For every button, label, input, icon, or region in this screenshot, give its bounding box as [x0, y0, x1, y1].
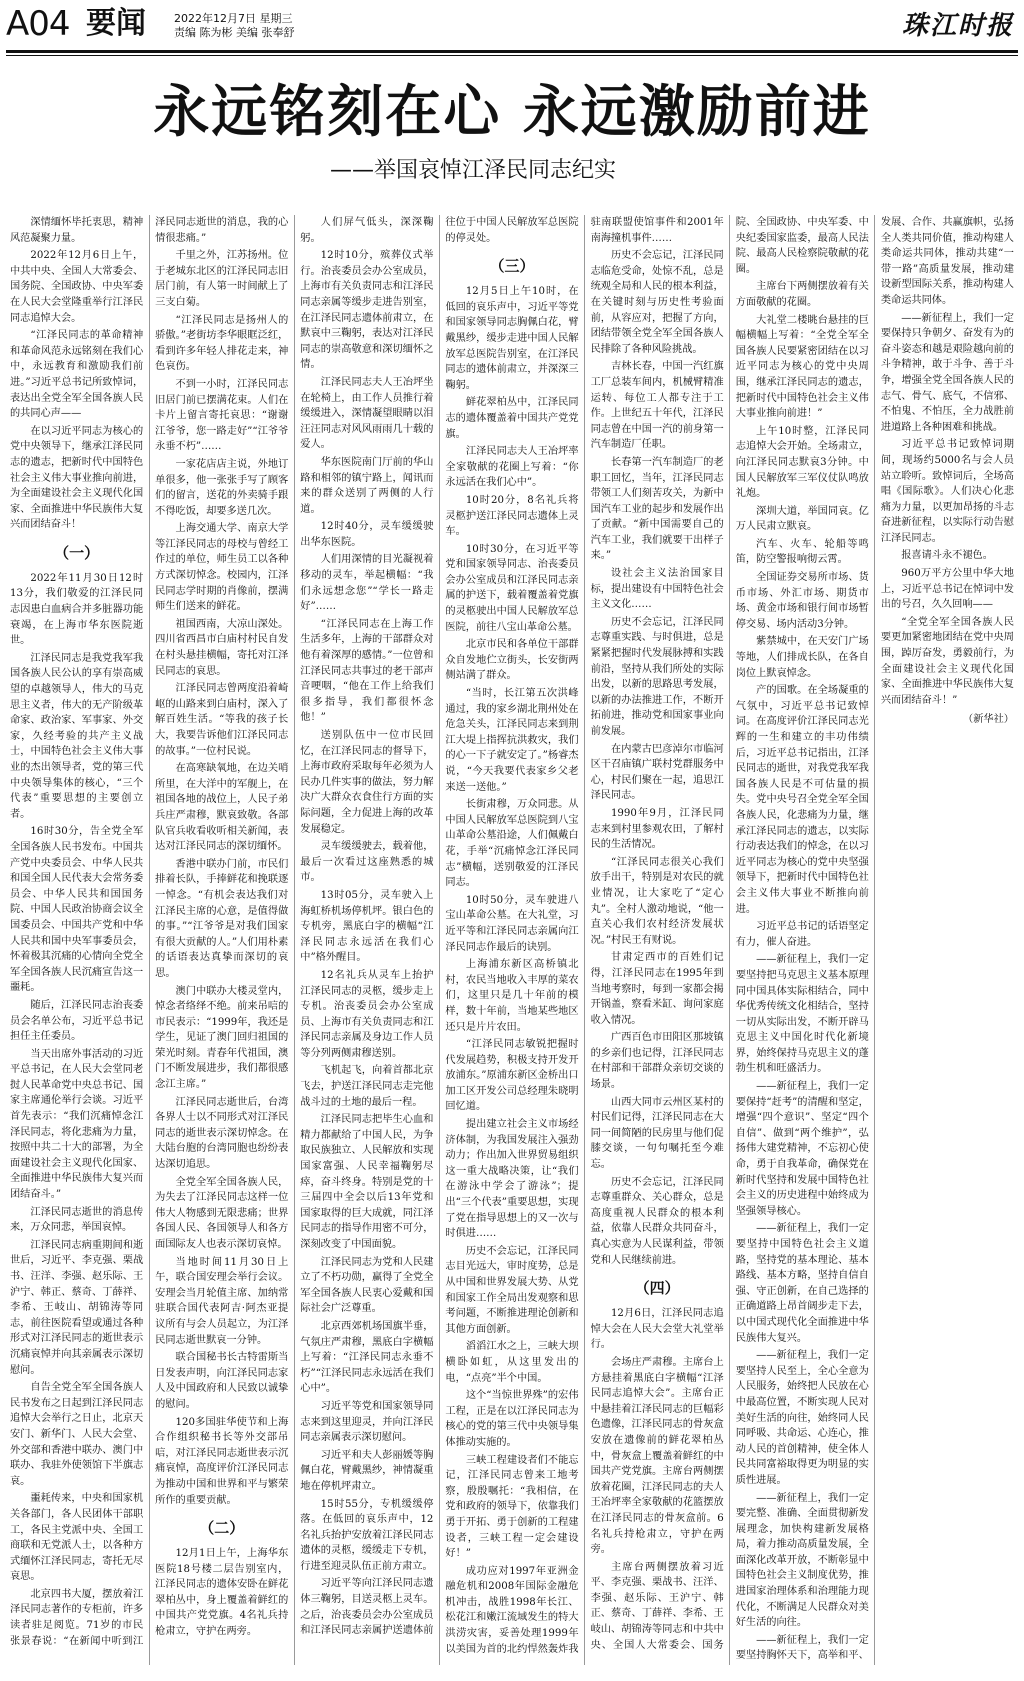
- article-paragraph: “江泽民同志很关心我们放手出干，特别是对农民的就业情况，让大家吃了“定心丸”。全村人激动地说，“他一直关心我们农村经济发展状况。”村民王有财说。: [590, 856, 724, 946]
- article-paragraph: 120多国驻华使节和上海合作组织秘书长等外交部吊唁，对江泽民同志逝世表示沉痛哀悼，高度评价江泽民同志为推动中国和世界和平与繁荣所作的重要贡献。: [155, 1416, 289, 1506]
- section-heading: （四）: [634, 1279, 680, 1298]
- article-paragraph: 当地时间11月30日上午，联合国安理会举行会议。安理会当月轮值主席、加纳常驻联合国代表阿吉·阿杰亚提议所有与会人员起立，为江泽民同志逝世默哀一分钟。: [155, 1256, 289, 1346]
- article-paragraph: 产的国歌。在全场凝重的气氛中，习近平总书记致悼词。在高度评价江泽民同志光辉的一生和建立的丰功伟绩后，习近平总书记指出，江泽民同志的逝世，对我党我军我国各族人民是不可估量的损失。党中央号召全党全军全国各族人民，化悲痛为力量，继承江泽民同志的遗志，以实际行动表达我们的悼念，在以习近平同志为核心的党中央坚强领导下，把新时代中国特色社会主义伟大事业不断推向前进。: [735, 685, 869, 915]
- masthead-rule-thin: [6, 55, 1018, 56]
- article-paragraph: 主席台下两侧摆放着有关方面敬献的花圈。: [735, 281, 869, 308]
- article-paragraph: 三峡工程建设者们不能忘记，江泽民同志曾来工地考察，殷殷嘱托：“我相信，在党和政府的领导下，依靠我们勇于开拓、勇于创新的工程建设者，三峡工程一定会建设好！”: [445, 1454, 579, 1560]
- article-paragraph: 江泽民同志病重期间和逝世后，习近平、李克强、栗战书、汪洋、李强、赵乐际、王沪宁、韩正、蔡奇、丁薛祥、李希、王岐山、胡锦涛等同志，前往医院看望或通过各种形式对江泽民同志的逝世表示沉痛哀悼并向其亲属表示深切慰问。: [10, 1239, 144, 1376]
- article-paragraph: 香港中联办门前，市民们排着长队，手捧鲜花和挽联逐一悼念。“有机会表达我们对江泽民主席的心意，是值得做的事。”“江爷爷是对我们国家有很大贡献的人。”人们用朴素的话语表达真挚而深切的哀思。: [155, 858, 289, 979]
- article-paragraph: 12名礼兵从灵车上抬护江泽民同志的灵柩，缓步走上专机。治丧委员会办公室成员、上海市有关负责同志和江泽民同志亲属及身边工作人员等分列两侧肃穆送别。: [300, 969, 434, 1059]
- dateline: [174, 12, 295, 40]
- article-paragraph: 10时30分，在习近平等党和国家领导同志、治丧委员会办公室成员和江泽民同志亲属的护送下，载着覆盖着党旗的灵柩驶出中国人民解放军总医院，前往八宝山革命公墓。: [445, 543, 579, 633]
- article-paragraph: 不到一小时，江泽民同志旧居门前已摆满花束。人们在卡片上留言寄托哀思：“谢谢江爷爷，您一路走好”“江爷爷永垂不朽”……: [155, 378, 289, 453]
- article-paragraph: 习近平和夫人彭丽媛等胸佩白花，臂戴黑纱，神情凝重地在停机坪肃立。: [300, 1449, 434, 1492]
- article-paragraph: 全国证券交易所市场、货币市场、外汇市场、期货市场、黄金市场和银行间市场暂停交易、场内活动3分钟。: [735, 572, 869, 630]
- subheadline: ——举国哀悼江泽民同志纪实: [330, 158, 617, 183]
- article-paragraph: 习近平总书记致悼词期间，现场约5000名与会人员站立聆听。致悼词后，全场高唱《国际歌》。人们决心化悲痛为力量，以更加昂扬的斗志奋进新征程，以实际行动告慰江泽民同志。: [880, 439, 1014, 544]
- article-paragraph: “江泽民同志的革命精神和革命风范永远铭刻在我们心中，永远教育和激励我们前进。”习近平总书记所致悼词，表达出全党全军全国各族人民的共同心声——: [10, 330, 144, 420]
- article-paragraph: 大礼堂二楼眺台悬挂的巨幅横幅上写着：“全党全军全国各族人民要紧密团结在以习近平同志为核心的党中央周围，继承江泽民同志的遗志，把新时代中国特色社会主义伟大事业推向前进！”: [735, 314, 869, 420]
- article-paragraph: 10时20分，8名礼兵将灵柩护送江泽民同志遗体上灵车。: [445, 494, 579, 538]
- article-paragraph: 滔滔江水之上，三峡大坝横卧如虹，从这里发出的电，“点亮”半个中国。: [445, 1341, 579, 1384]
- article-paragraph: 千里之外，江苏扬州。位于老城东北区的江泽民同志旧居门前，有人第一时间献上了三支白菊。: [155, 250, 289, 308]
- article-paragraph: 上海浦东新区高桥镇北村，农民当地收入丰厚的菜农们，这里只是几十年前的模样，数十年前，当地某些地区还只是片片农田。: [445, 959, 579, 1033]
- article-paragraph: 江泽民同志是我党我军我国各族人民公认的享有崇高威望的卓越领导人，伟大的马克思主义者，伟大的无产阶级革命家、政治家、军事家、外交家，久经考验的共产主义战士，中国特色社会主义伟大事业的杰出领导者，党的第三代中央领导集体的核心，“三个代表”重要思想的主要创立者。: [10, 652, 144, 820]
- article-paragraph: 12月6日，江泽民同志追悼大会在人民大会堂大礼堂举行。: [590, 1308, 724, 1351]
- article-paragraph: 广西百色市田阳区那坡镇的乡亲们也记得，江泽民同志在村部和干部群众亲切交谈的场景。: [590, 1032, 724, 1091]
- article-paragraph: 上午10时整，江泽民同志追悼大会开始。全场肃立，向江泽民同志默哀3分钟。中国人民解放军三军仪仗队鸣放礼炮。: [735, 425, 869, 500]
- article-paragraph: 提出建立社会主义市场经济体制，为我国发展注入强劲动力；作出加入世界贸易组织这一重大战略决策，让“我们在游泳中学会了游泳”；提出“三个代表”重要思想，实现了党在指导思想上的又一次与时俱进……: [445, 1119, 579, 1240]
- newspaper-logo: 珠江时报: [901, 11, 1014, 41]
- article-paragraph: 报喜请斗永不褪色。: [901, 550, 993, 562]
- section-heading: （二）: [199, 1519, 245, 1538]
- article-paragraph: ——新征程上，我们一定要保持“赶考”的清醒和坚定，增强“四个意识”、坚定“四个自信”、做到“两个维护”，弘扬伟大建党精神，不忘初心使命，勇于自我革命，确保党在新时代坚持和发展中国特色社会主义的历史进程中始终成为坚强领导核心。: [735, 1081, 869, 1217]
- section-heading: （三）: [489, 257, 535, 276]
- article-paragraph: 成功应对1997年亚洲金融危机和2008年国际金融危机冲击，战胜1998年长江、松花江和嫩江流域发生的特大洪涝灾害，妥善处理1999年以美国为首的北约悍然轰炸我驻南联盟使馆事件和2001年南海撞机事件……: [445, 217, 724, 1655]
- article-paragraph: 历史不会忘记，江泽民同志目光远大，审时度势，总是从中国和世界发展大势、从党和国家工作全局出发观察和思考问题，不断推进理论创新和其他方面创新。: [445, 1245, 579, 1335]
- article-paragraph: 江泽民同志为党和人民建立了不朽功勋，赢得了全党全军全国各族人民衷心爱戴和国际社会广泛尊重。: [300, 1256, 434, 1315]
- masthead-rule: [6, 50, 1018, 53]
- article-paragraph: 北京四书大厦，摆放着江泽民同志著作的专柜前，许多读者驻足阅览。71岁的市民张景春说：“在新闻中听到江泽民同志逝世的消息，我的心情很悲痛。”: [10, 217, 289, 1647]
- article-paragraph: 随后，江泽民同志治丧委员会名单公布，习近平总书记担任主任委员。: [10, 999, 144, 1043]
- article-paragraph: 噩耗传来，中央和国家机关各部门，各人民团体干部职工，各民主党派中央、全国工商联和无党派人士，以各种方式缅怀江泽民同志，寄托无尽哀思。: [10, 1493, 144, 1583]
- article-paragraph: 江泽民同志夫人王冶坪率全家敬献的花圈上写着：“你永远活在我们心中”。: [445, 446, 579, 489]
- article-paragraph: 12时40分，灵车缓缓驶出华东医院。: [300, 521, 434, 548]
- article-paragraph: “江泽民同志在上海工作生活多年，上海的干部群众对他有着深厚的感情。”一位曾和江泽民同志共事过的老干部声音哽咽，“他在工作上给我们很多指导，我们都很怀念他！”: [300, 618, 434, 724]
- article-paragraph: 祖国西南，大凉山深处。四川省西昌市白庙村村民自发在村头悬挂横幅，寄托对江泽民同志的哀思。: [155, 618, 289, 677]
- article-paragraph: “江泽民同志是扬州人的骄傲。”老街坊李华眼眶泛红，看到许多年轻人排花走来，神色哀伤。: [155, 314, 289, 373]
- article-paragraph: “江泽民同志敏锐把握时代发展趋势，积极支持开发开放浦东。”原浦东新区金桥出口加工区开发公司总经理朱晓明回忆道。: [445, 1039, 579, 1113]
- article-paragraph: 深情缅怀毕托衷思，精神风范凝聚力量。: [10, 217, 144, 244]
- article-paragraph: 设社会主义法治国家目标，提出建设有中国特色社会主义文化……: [590, 568, 724, 611]
- article-paragraph: 当天出席外事活动的习近平总书记，在人民大会堂同老挝人民革命党中央总书记、国家主席通伦举行会谈。习近平首先表示：“我们沉痛悼念江泽民同志，将化悲痛为力量，按照中共二十大的部署，为全面建设社会主义现代化国家、全面推进中华民族伟大复兴而团结奋斗。”: [10, 1048, 144, 1201]
- article-paragraph: 江泽民同志曾两度沿着崎岖的山路来到白庙村，深入了解百姓生活。“等我的孩子长大，我要告诉他们江泽民同志的故事。”一位村民说。: [155, 683, 289, 757]
- article-paragraph: 长街肃穆，万众同悲。从中国人民解放军总医院到八宝山革命公墓沿途，人们佩戴白花，手举“沉痛悼念江泽民同志”横幅，送别敬爱的江泽民同志。: [445, 799, 579, 889]
- article-paragraph: 山西大同市云州区某村的村民们记得，江泽民同志在大同一间简陋的民房里与他们促膝交谈，一句句嘱托至今难忘。: [590, 1096, 724, 1171]
- article-paragraph: 长春第一汽车制造厂的老职工回忆，当年，江泽民同志带领工人们刻苦攻关，为新中国汽车工业的起步和发展作出了贡献。“新中国需要自己的汽车工业，我们就要干出样子来。”: [590, 456, 724, 562]
- article-paragraph: 在内蒙古巴彦淖尔市临河区干召庙镇广联村党群服务中心，村民们聚在一起，追思江泽民同志。: [590, 743, 724, 802]
- article-paragraph: 13时05分，灵车驶入上海虹桥机场停机坪。银白色的专机旁，黑底白字的横幅“江泽民同志永远活在我们心中”格外醒目。: [300, 889, 434, 964]
- article-paragraph: 吉林长春，中国一汽红旗工厂总装车间内，机械臂精准运转、每位工人都专注于工作。上世纪五十年代，江泽民同志曾在中国一汽的前身第一汽车制造厂任职。: [590, 361, 724, 451]
- article-paragraph: 北京西郊机场国旗半垂，气氛庄严肃穆，黑底白字横幅上写着：“江泽民同志永垂不朽”“江泽民同志永远活在我们心中”。: [300, 1320, 434, 1395]
- byline-credit: （新华社）: [963, 714, 1014, 726]
- masthead: [6, 4, 1018, 48]
- article-paragraph: 12月1日上午，上海华东医院18号楼二层告别室内，江泽民同志的遗体安卧在鲜花翠柏丛中，身上覆盖着鲜红的中国共产党党旗。4名礼兵持枪肃立，守护在两旁。: [155, 1548, 289, 1638]
- article-paragraph: 紫禁城中，在天安门广场等地，人们排成长队，在各自岗位上默哀悼念。: [735, 636, 869, 679]
- article-paragraph: 习近平等向江泽民同志遗体三鞠躬，目送灵柩上灵车。之后，治丧委员会办公室成员和江泽民同志亲属护送遗体前往位于中国人民解放军总医院的停灵处。: [300, 217, 579, 1637]
- article-paragraph: 江泽民同志夫人王冶坪坐在轮椅上，由工作人员推行着缓缓进入，深情凝望眼睛以泪汪汪同志对风风雨雨几十载的爱人。: [300, 376, 434, 451]
- editor-credits: 责编 陈为彬 美编 张奉舒: [174, 26, 295, 39]
- article-paragraph: 960万平方公里中华大地上，习近平总书记在悼词中发出的号召，久久回响——: [880, 568, 1014, 611]
- article-paragraph: 15时55分，专机缓缓停落。在低回的哀乐声中，12名礼兵抬护安放着江泽民同志遗体的灵柩，缓缓走下专机，行进至迎灵队伍正前方肃立。: [300, 1498, 434, 1572]
- article-paragraph: 上海交通大学、南京大学等江泽民同志的母校与曾经工作过的单位，师生员工以各种方式深切悼念。校园内，江泽民同志学时期的肖像前，摆满师生们送来的鲜花。: [155, 523, 289, 613]
- article-paragraph: ——新征程上，我们一定要保持只争朝夕、奋发有为的奋斗姿态和越是艰险越向前的斗争精神，敢于斗争、善于斗争，增强全党全国各族人民的志气、骨气、底气，不信邪、不怕鬼、不怕压，全力战胜前进道路上各种困难和挑战。: [880, 312, 1014, 433]
- article-paragraph: 联合国秘书长古特雷斯当日发表声明，向江泽民同志家人及中国政府和人民致以诚挚的慰问。: [155, 1352, 289, 1410]
- article-paragraph: 习近平总书记的话语坚定有力，催人奋进。: [735, 921, 869, 948]
- article-paragraph: 北京市民和各单位干部群众自发地伫立街头，长安街两侧站满了群众。: [445, 639, 579, 682]
- article-paragraph: 主席台两侧摆放着习近平、李克强、栗战书、汪洋、李强、赵乐际、王沪宁、韩正、蔡奇、丁薛祥、李希、王岐山、胡锦涛等同志和中共中央、全国人大常委会、国务院、全国政协、中央军委、中央纪委国家监委，最高人民法院、最高人民检察院敬献的花圈。: [590, 217, 869, 1651]
- article-paragraph: 习近平等党和国家领导同志来到这里迎灵，并向江泽民同志亲属表示深切慰问。: [300, 1400, 434, 1444]
- article-paragraph: 16时30分，告全党全军全国各族人民书发布。中国共产党中央委员会、中华人民共和国全国人民代表大会常务委员会、中华人民共和国国务院、中国人民政治协商会议全国委员会、中国共产党和中华人民共和国中央军事委员会，怀着极其沉痛的心情向全党全军全国各族人民沉痛宣告这一噩耗。: [10, 826, 144, 994]
- article-paragraph: 送别队伍中一位市民回忆，在江泽民同志的督导下，上海市政府采取每年必须为人民办几件实事的做法，努力解决广大群众衣食住行方面的实际问题，全力促进上海的改革发展稳定。: [300, 730, 434, 835]
- article-paragraph: 灵车缓缓驶去，载着他，最后一次看过这座熟悉的城市。: [300, 841, 434, 884]
- article-paragraph: 历史不会忘记，江泽民同志尊重群众、关心群众，总是高度重视人民群众的根本利益，依靠人民群众共同奋斗，真心实意为人民谋利益，带领党和人民继续前进。: [590, 1176, 724, 1266]
- article-paragraph: 历史不会忘记，江泽民同志临危受命，处惊不乱，总是统观全局和人民的根本利益，在关键时刻与历史性考验面前，从容应对，把握了方向，团结带领全党全军全国各族人民排除了各种风险挑战。: [590, 250, 724, 355]
- article-paragraph: 澳门中联办大楼灵堂内，悼念者络绎不绝。前来吊唁的市民表示：“1999年，我还是学生，见证了澳门回归祖国的荣光时刻。青春年代祖国，澳门不断发展进步，我们都很感念江主席。”: [155, 985, 289, 1091]
- article-paragraph: ——新征程上，我们一定要坚持中国特色社会主义道路，坚持党的基本理论、基本路线、基本方略，坚持自信自强、守正创新，在自己选择的正确道路上昂首阔步走下去，以中国式现代化全面推进中华民族伟大复兴。: [735, 1223, 869, 1344]
- article-paragraph: ——新征程上，我们一定要坚持把马克思主义基本原理同中国具体实际相结合，同中华优秀传统文化相结合，坚持一切从实际出发，不断开辟马克思主义中国化时代化新境界，始终保持马克思主义的蓬勃生机和旺盛活力。: [735, 954, 869, 1075]
- article-paragraph: ——新征程上，我们一定要坚持胸怀天下，高举和平、发展、合作、共赢旗帜，弘扬全人类共同价值，推动构建人类命运共同体，推动共建“一带一路”高质量发展，推动建设新型国际关系，推动构建人类命运共同体。: [735, 217, 1014, 1662]
- article-paragraph: 一家花店店主说，外地订单很多，他一张张手写了顾客们的留言，送花的外卖骑手跟不得吃饭，却要多送几次。: [155, 458, 289, 517]
- article-paragraph: 会场庄严肃穆。主席台上方悬挂着黑底白字横幅“江泽民同志追悼大会”。主席台正中悬挂着江泽民同志的巨幅彩色遗像，江泽民同志的骨灰盒安放在遗像前的鲜花翠柏丛中，骨灰盒上覆盖着鲜红的中国共产党党旗。主席台两侧摆放着花圈，江泽民同志的夫人王冶坪率全家敬献的花篮摆放在江泽民同志的骨灰盒前。6名礼兵持枪肃立，守护在两旁。: [590, 1356, 724, 1556]
- article-paragraph: ——新征程上，我们一定要坚持人民至上，全心全意为人民服务，始终把人民放在心中最高位置，不断实现人民对美好生活的向往，始终同人民同呼吸、共命运、心连心，推动人民的首创精神，使全体人民共同富裕取得更为明显的实质性进展。: [735, 1350, 869, 1486]
- article-body: [10, 215, 1014, 1665]
- article-paragraph: 汽车、火车、轮船等鸣笛，防空警报响彻云霄。: [735, 538, 869, 566]
- article-paragraph: 这个“当惊世界殊”的宏伟工程，正是在以江泽民同志为核心的党的第三代中央领导集体推动实施的。: [445, 1390, 579, 1448]
- article-paragraph: 10时50分，灵车驶进八宝山革命公墓。在大礼堂，习近平等和江泽民同志亲属向江泽民同志作最后的诀别。: [445, 894, 579, 953]
- article-paragraph: “当时，长江第五次洪峰通过，我的家乡湖北荆州处在危急关头，江泽民同志来到荆江大堤上指挥抗洪救灾，我们的心一下子就安定了。”杨睿杰说，“今天我要代表家乡父老来送一送他。”: [445, 688, 579, 793]
- article-paragraph: “全党全军全国各族人民要更加紧密地团结在党中央周围，踔厉奋发，勇毅前行，为全面建设社会主义现代化国家、全面推进中华民族伟大复兴而团结奋斗！”: [880, 616, 1014, 706]
- article-paragraph: ——新征程上，我们一定要完整、准确、全面贯彻新发展理念，加快构建新发展格局，着力推动高质量发展，全面深化改革开放，不断彰显中国特色社会主义制度优势，推进国家治理体系和治理能力现代化，不断满足人民群众对美好生活的向往。: [735, 1492, 869, 1629]
- article-paragraph: 全党全军全国各族人民，为失去了江泽民同志这样一位伟大人物感到无限悲痛；世界各国人民、各国领导人和各方面国际友人也表示深切哀悼。: [155, 1176, 289, 1250]
- article-paragraph: 2022年11月30日12时13分，我们敬爱的江泽民同志因患白血病合并多脏器功能衰竭，在上海市华东医院逝世。: [10, 572, 144, 647]
- article-paragraph: 2022年12月6日上午，中共中央、全国人大常委会、国务院、全国政协、中央军委在人民大会堂隆重举行江泽民同志追悼大会。: [10, 250, 144, 324]
- article-paragraph: 深圳大道，举国同哀。亿万人民肃立默哀。: [735, 505, 869, 533]
- page-number: A04: [6, 4, 70, 44]
- article-paragraph: 江泽民同志逝世的消息传来，万众同悲，举国哀悼。: [10, 1206, 144, 1234]
- article-paragraph: 江泽民同志把毕生心血和精力都献给了中国人民，为争取民族独立、人民解放和实现国家富强、人民幸福鞠躬尽瘁，奋斗终身。特别是党的十三届四中全会以后13年党和国家取得的巨大成就，同江泽民同志的指导作用密不可分，深刻改变了中国面貌。: [300, 1114, 434, 1250]
- article-paragraph: 12月5日上午10时，在低回的哀乐声中，习近平等党和国家领导同志胸佩白花，臂戴黑纱，缓步走进中国人民解放军总医院告别室，在江泽民同志的遗体前肃立，并深深三鞠躬。: [445, 286, 579, 391]
- article-paragraph: 飞机起飞，向着首都北京飞去，护送江泽民同志走完他战斗过的土地的最后一程。: [300, 1065, 434, 1108]
- section-heading: （一）: [54, 543, 100, 562]
- section-name: 要闻: [86, 6, 146, 41]
- issue-date: 2022年12月7日 星期三: [174, 12, 293, 25]
- article-paragraph: 自告全党全军全国各族人民书发布之日起到江泽民同志追悼大会举行之日止，北京天安门、新华门、人民大会堂、外交部和香港中联办、澳门中联办、我驻外使领馆下半旗志哀。: [10, 1382, 144, 1487]
- article-paragraph: 人们屏气低头，深深鞠躬。: [300, 217, 434, 244]
- article-paragraph: 江泽民同志逝世后，台湾各界人士以不同形式对江泽民同志的逝世表示深切悼念。在大陆台胞的台湾同胞也纷纷表达深切追思。: [155, 1096, 289, 1171]
- article-paragraph: 1990年9月，江泽民同志来到村里参观农田，了解村民的生活情况。: [590, 807, 724, 851]
- article-paragraph: 在高寒缺氧地，在边关哨所里，在大洋中的军舰上，在祖国各地的战位上，人民子弟兵庄严肃穆，默哀致敬。各部队官兵收看收听相关新闻，表达对江泽民同志的深切缅怀。: [155, 763, 289, 853]
- article-paragraph: 鲜花翠柏丛中，江泽民同志的遗体覆盖着中国共产党党旗。: [445, 397, 579, 440]
- article-paragraph: 华东医院南门厅前的华山路和相邻的镇宁路上，闻讯而来的群众送别了两侧的人行道。: [300, 456, 434, 515]
- article-paragraph: 甘肃定西市的百姓们记得，江泽民同志在1995年到当地考察时，每到一家都会揭开锅盖，察看米缸、询问家庭收入情况。: [590, 952, 724, 1026]
- article-paragraph: 人们用深情的目光凝视着移动的灵车，举起横幅：“我们永远想念您”“学长一路走好”……: [300, 554, 434, 613]
- article-paragraph: 在以习近平同志为核心的党中央领导下，继承江泽民同志的遗志，把新时代中国特色社会主义伟大事业推向前进，为全面建设社会主义现代化国家、全面推进中华民族伟大复兴而团结奋斗！: [10, 425, 144, 531]
- article-paragraph: 历史不会忘记，江泽民同志尊重实践、与时俱进，总是紧紧把握时代发展脉搏和实践前沿，坚持从我们所处的实际出发，以新的思路思考发展，以新的办法推进工作，不断开拓前进，推动党和国家事业向前发展。: [590, 616, 724, 737]
- headline: 永远铭刻在心 永远激励前进: [153, 80, 871, 145]
- article-paragraph: 12时10分，殡葬仪式举行。治丧委员会办公室成员，上海市有关负责同志和江泽民同志亲属等缓步走进告别室，在江泽民同志遗体前肃立，在默哀中三鞠躬，表达对江泽民同志的崇高敬意和深切缅怀之情。: [300, 250, 434, 371]
